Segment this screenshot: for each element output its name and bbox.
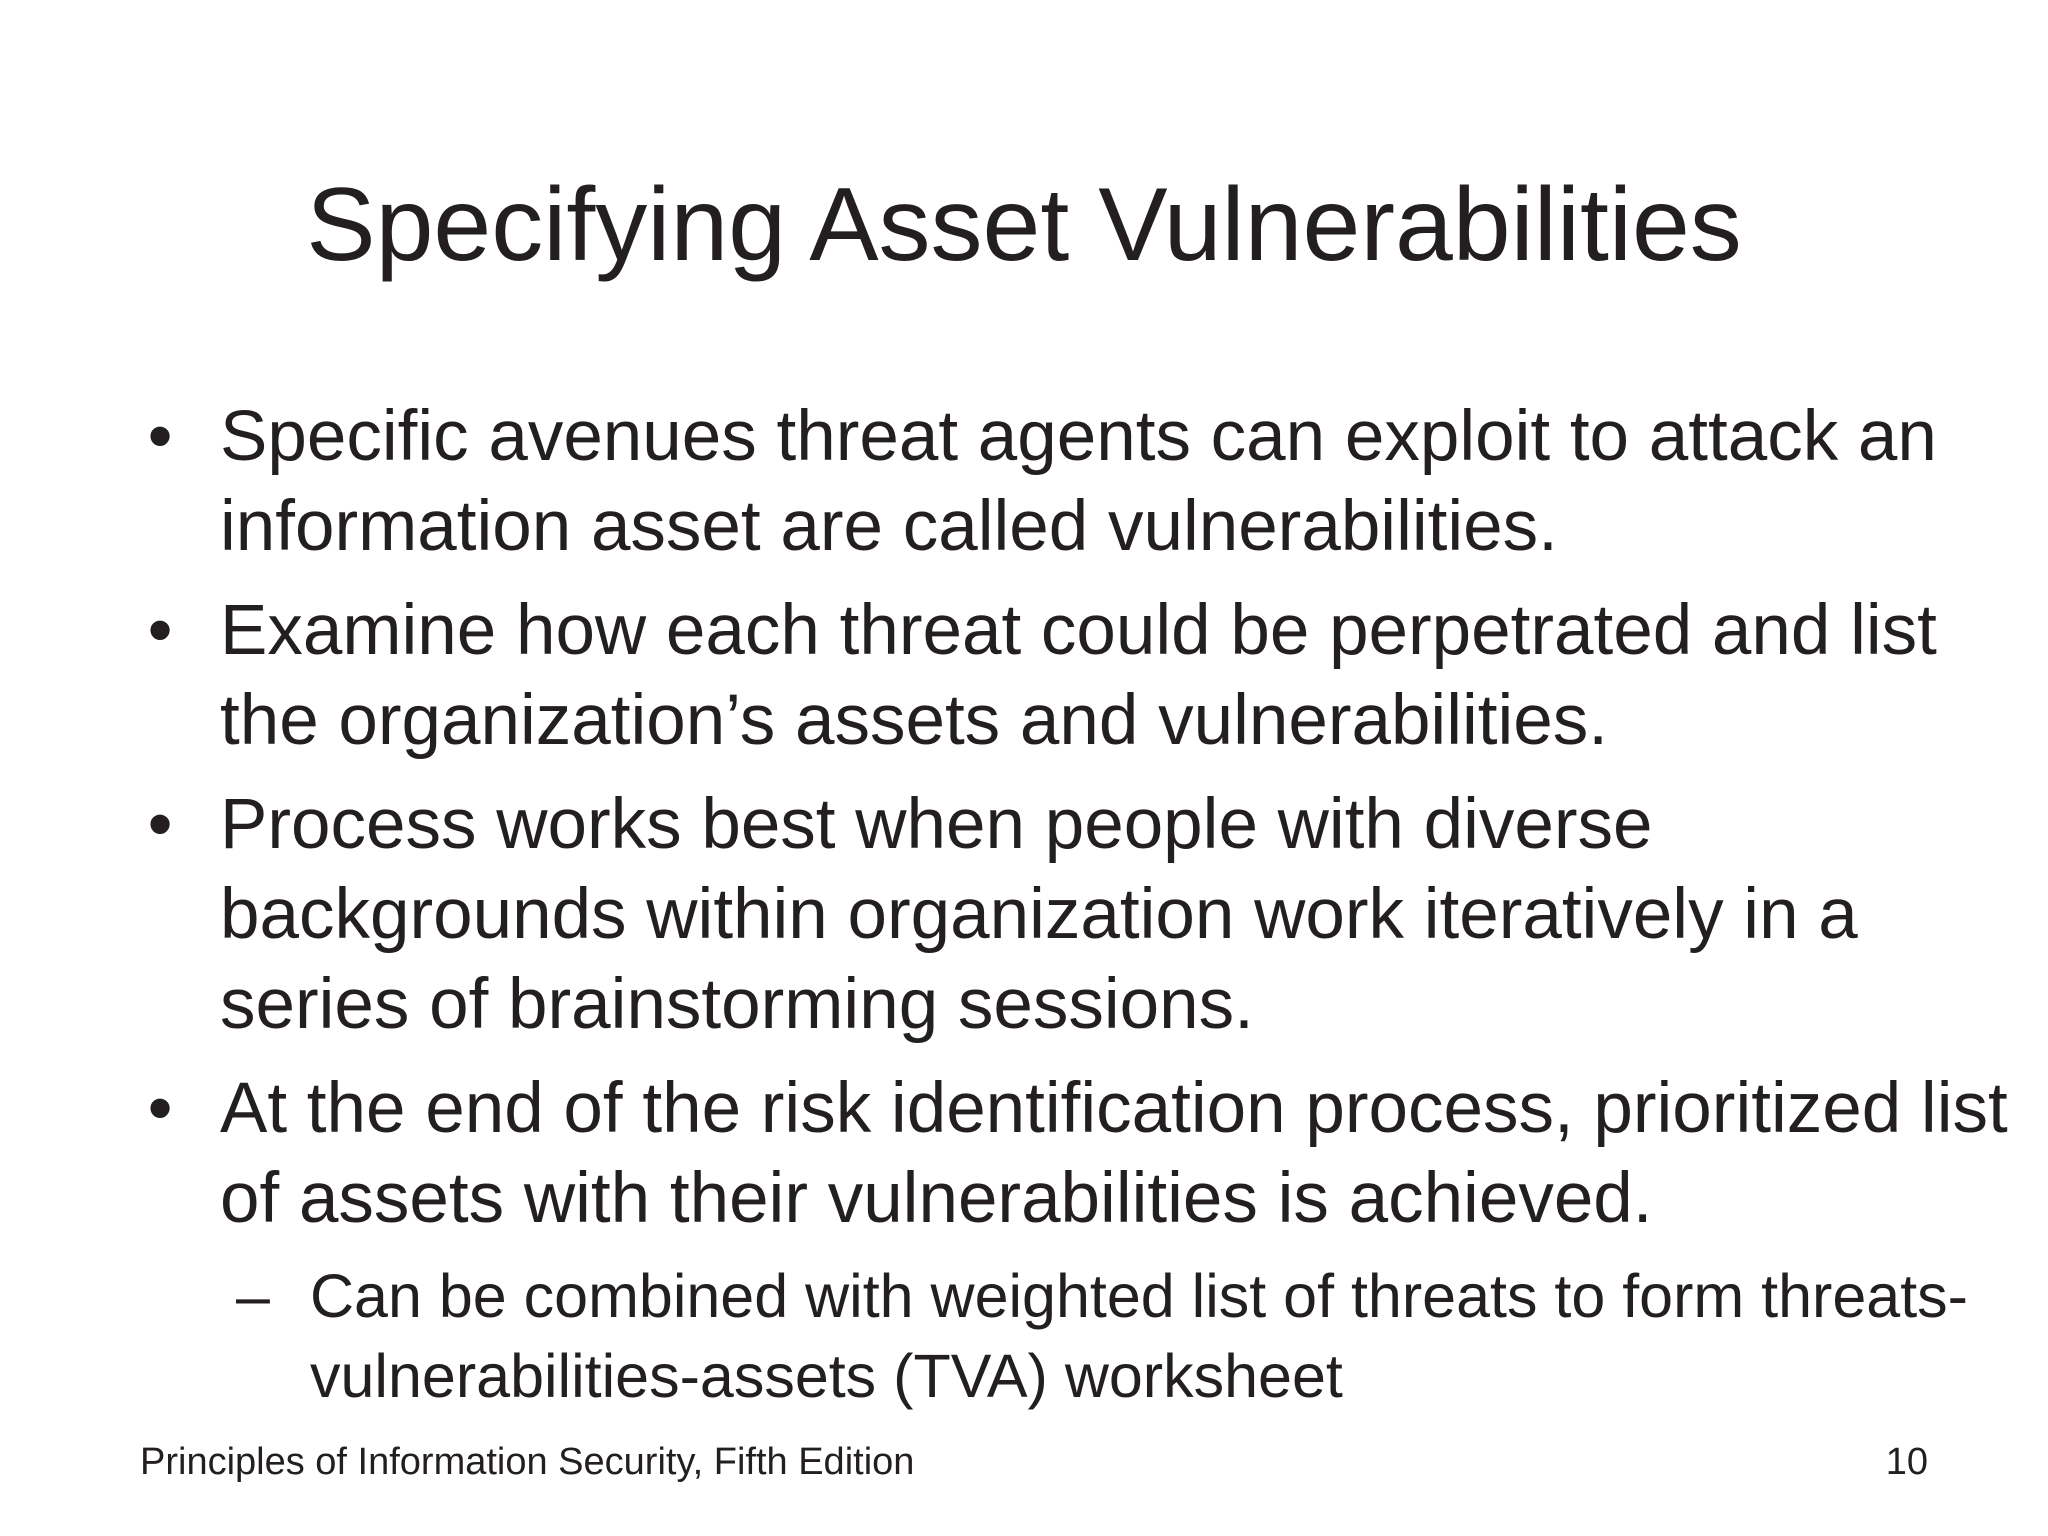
sub-bullet-text: Can be combined with weighted list of threats to form threats-vulnerabilities-assets (TVA) worksheet — [310, 1262, 1968, 1410]
bullet-text: At the end of the risk identification process, prioritized list of assets with their vulnerabilities is achieved. — [220, 1069, 2008, 1238]
footer-source: Principles of Information Security, Fifth Edition — [140, 1441, 915, 1483]
bullet-icon: • — [147, 591, 173, 670]
bullet-icon: • — [147, 785, 173, 864]
bullet-item — [140, 392, 2020, 572]
bullet-item — [140, 586, 2020, 766]
page-number: 10 — [1885, 1441, 1928, 1483]
slide-title: Specifying Asset Vulnerabilities — [306, 167, 1742, 283]
bullet-text: Specific avenues threat agents can exploit to attack an information asset are called vulnerabilities. — [220, 397, 1937, 566]
bullet-item — [140, 1064, 2020, 1244]
sub-bullet-item — [140, 1256, 2020, 1416]
bullet-text: Examine how each threat could be perpetrated and list the organization’s assets and vulnerabilities. — [220, 591, 1937, 760]
bullet-item — [140, 780, 2020, 1050]
bullet-list — [140, 392, 2020, 1416]
dash-icon: – — [236, 1262, 270, 1330]
bullet-icon: • — [147, 1069, 173, 1148]
bullet-text: Process works best when people with diverse backgrounds within organization work iteratively in a series of brainstorming sessions. — [220, 785, 1858, 1044]
bullet-icon: • — [147, 397, 173, 476]
